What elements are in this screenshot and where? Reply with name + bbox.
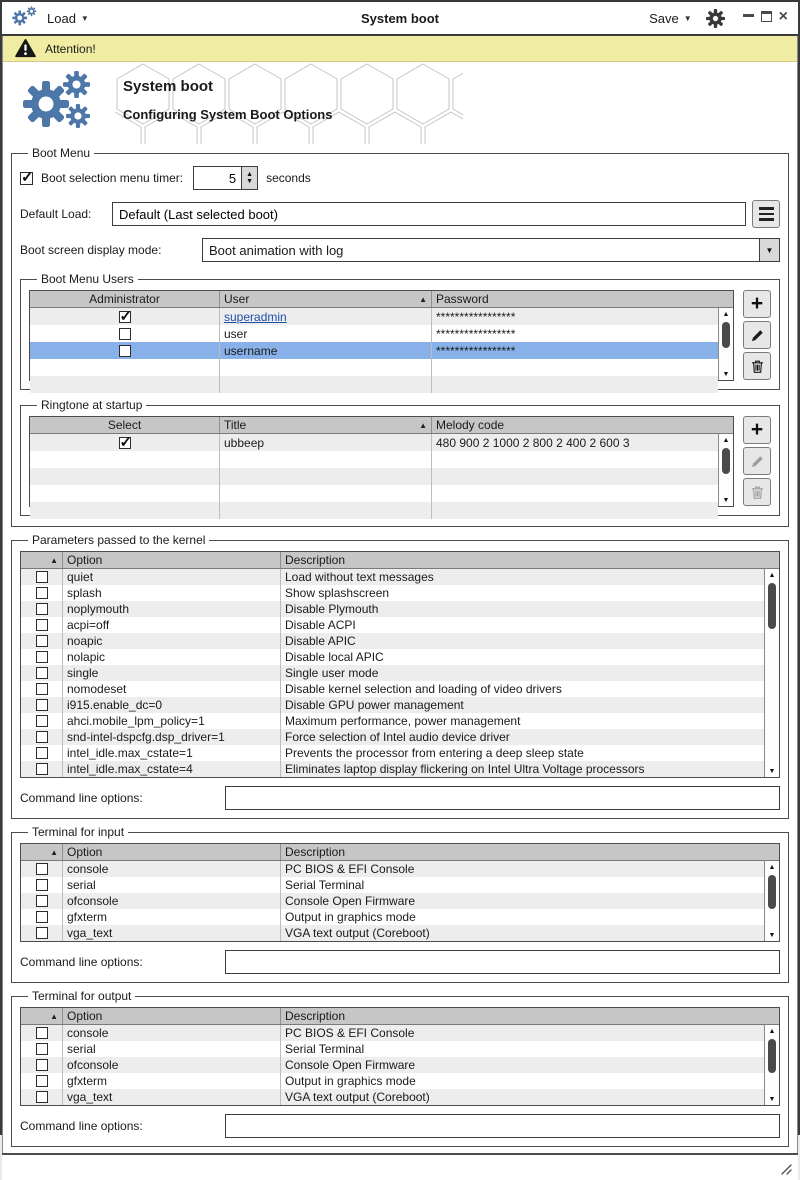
scroll-up-icon[interactable]: ▲ [722, 310, 730, 318]
terminal-output-group [11, 989, 789, 1147]
trash-icon [750, 359, 765, 374]
terminal-output-cmdline-label: Command line options: [20, 1119, 143, 1133]
row-checkbox[interactable] [119, 311, 131, 323]
row-checkbox[interactable] [36, 683, 48, 695]
col-melody[interactable]: Melody code [436, 418, 505, 432]
table-row[interactable]: snd-intel-dspcfg.dsp_driver=1 Force selection of Intel audio device driver [21, 729, 764, 745]
col-check[interactable] [21, 1008, 63, 1024]
table-row[interactable]: console PC BIOS & EFI Console [21, 861, 764, 877]
row-checkbox[interactable] [36, 667, 48, 679]
page-subtitle: Configuring System Boot Options [123, 107, 333, 122]
col-option[interactable]: Option [63, 1008, 281, 1024]
table-row[interactable]: gfxterm Output in graphics mode [21, 909, 764, 925]
row-checkbox[interactable] [36, 651, 48, 663]
scroll-down-icon[interactable]: ▼ [722, 496, 730, 504]
table-row[interactable] [30, 359, 718, 376]
row-checkbox[interactable] [36, 699, 48, 711]
table-row[interactable]: noplymouth Disable Plymouth [21, 601, 764, 617]
col-user-label: User [224, 292, 250, 306]
save-menu-button[interactable] [649, 11, 692, 26]
terminal-output-cmdline-input[interactable] [225, 1114, 780, 1138]
status-bar [2, 1153, 798, 1180]
table-row[interactable]: ahci.mobile_lpm_policy=1 Maximum performance, power management [21, 713, 764, 729]
col-administrator[interactable]: Administrator [30, 291, 220, 307]
terminal-input-group [11, 825, 789, 983]
terminal-input-cmdline-input[interactable] [225, 950, 780, 974]
row-checkbox[interactable] [36, 911, 48, 923]
terminal-input-scrollbar[interactable] [764, 861, 779, 941]
sort-asc-icon: ▲ [50, 1011, 58, 1021]
terminal-output-table [20, 1007, 780, 1106]
kernel-cmdline-input[interactable] [225, 786, 780, 810]
ringtone-scrollbar[interactable] [718, 434, 733, 506]
warning-triangle-icon [15, 39, 36, 58]
row-checkbox[interactable] [119, 328, 131, 340]
col-select[interactable]: Select [30, 417, 220, 433]
page-header [3, 62, 797, 144]
table-row[interactable]: nolapic Disable local APIC [21, 649, 764, 665]
scroll-thumb[interactable] [768, 875, 776, 909]
table-row[interactable]: ofconsole Console Open Firmware [21, 893, 764, 909]
col-user[interactable] [220, 291, 432, 307]
table-row[interactable]: acpi=off Disable ACPI [21, 617, 764, 633]
users-legend: Boot Menu Users [41, 272, 134, 286]
row-checkbox[interactable] [119, 345, 131, 357]
sort-asc-icon: ▲ [50, 555, 58, 565]
maximize-button[interactable] [761, 11, 772, 22]
boot-menu-group [11, 146, 789, 527]
titlebar [2, 2, 798, 36]
ringtone-group [20, 398, 780, 516]
row-checkbox[interactable] [36, 1075, 48, 1087]
table-row[interactable]: single Single user mode [21, 665, 764, 681]
scroll-down-icon[interactable]: ▼ [768, 931, 776, 939]
col-title[interactable] [220, 417, 432, 433]
display-mode-select[interactable] [202, 238, 780, 262]
col-password[interactable]: Password [436, 292, 489, 306]
table-row[interactable] [30, 451, 718, 468]
col-description[interactable]: Description [285, 845, 346, 859]
terminal-output-legend: Terminal for output [32, 989, 132, 1003]
table-row[interactable]: serial Serial Terminal [21, 877, 764, 893]
save-label: Save [649, 10, 679, 26]
sort-asc-icon: ▲ [419, 420, 427, 430]
table-row[interactable]: i915.enable_dc=0 Disable GPU power management [21, 697, 764, 713]
row-checkbox[interactable] [36, 587, 48, 599]
timer-checkbox[interactable] [20, 172, 33, 185]
chevron-down-icon: ▼ [683, 13, 692, 23]
row-checkbox[interactable] [36, 747, 48, 759]
kernel-cmdline-label: Command line options: [20, 791, 143, 805]
table-row[interactable]: splash Show splashscreen [21, 585, 764, 601]
col-description[interactable]: Description [285, 1009, 346, 1023]
table-row[interactable]: vga_text VGA text output (Coreboot) [21, 925, 764, 941]
chevron-down-icon: ▼ [759, 239, 779, 261]
col-title-label: Title [224, 418, 247, 432]
table-row[interactable]: ✓ ubbeep 480 900 2 1000 2 800 2 400 2 600 3 [30, 434, 718, 451]
attention-banner [3, 36, 797, 62]
table-row[interactable]: intel_idle.max_cstate=4 Eliminates laptop display flickering on Intel Ultra Voltage processors [21, 761, 764, 777]
table-row[interactable] [30, 502, 718, 519]
ringtone-table [29, 416, 734, 507]
user-link[interactable]: superadmin [224, 309, 287, 324]
table-row[interactable]: user ***************** [30, 325, 718, 342]
table-row[interactable] [30, 376, 718, 393]
sort-asc-icon: ▲ [419, 294, 427, 304]
load-label: Load [47, 10, 76, 26]
scroll-down-icon[interactable]: ▼ [768, 767, 776, 775]
kernel-params-legend: Parameters passed to the kernel [32, 533, 206, 547]
display-mode-label: Boot screen display mode: [20, 243, 162, 257]
spin-down-icon: ▼ [246, 178, 254, 185]
table-row[interactable]: console PC BIOS & EFI Console [21, 1025, 764, 1041]
scroll-up-icon[interactable]: ▲ [722, 436, 730, 444]
timer-unit: seconds [266, 171, 311, 185]
hamburger-icon [759, 207, 774, 221]
scroll-up-icon[interactable]: ▲ [768, 1027, 776, 1035]
timer-stepper[interactable] [241, 166, 258, 190]
row-checkbox[interactable] [36, 763, 48, 775]
load-menu-button[interactable] [47, 11, 89, 26]
terminal-output-scrollbar[interactable] [764, 1025, 779, 1105]
col-description[interactable]: Description [285, 553, 346, 567]
row-checkbox[interactable] [36, 731, 48, 743]
window-title: System boot [360, 10, 439, 26]
users-scrollbar[interactable] [718, 308, 733, 380]
spin-up-icon: ▲ [246, 171, 254, 178]
table-row[interactable] [30, 468, 718, 485]
default-load-input[interactable] [112, 202, 746, 226]
terminal-input-cmdline-label: Command line options: [20, 955, 143, 969]
row-checkbox[interactable] [36, 927, 48, 939]
col-check[interactable] [21, 844, 63, 860]
close-button[interactable]: × [778, 7, 788, 25]
table-row[interactable]: serial Serial Terminal [21, 1041, 764, 1057]
table-row[interactable]: quiet Load without text messages [21, 569, 764, 585]
table-row[interactable]: noapic Disable APIC [21, 633, 764, 649]
delete-user-button[interactable] [743, 352, 771, 380]
row-checkbox[interactable] [36, 571, 48, 583]
ringtone-legend: Ringtone at startup [41, 398, 143, 412]
plus-icon: + [750, 417, 764, 441]
scroll-down-icon[interactable]: ▼ [768, 1095, 776, 1103]
kernel-params-group [11, 533, 789, 819]
table-row[interactable]: ✓ superadmin ***************** [30, 308, 718, 325]
scroll-thumb[interactable] [722, 448, 730, 474]
table-row[interactable]: nomodeset Disable kernel selection and loading of video drivers [21, 681, 764, 697]
main-content [2, 36, 798, 1153]
app-logo [23, 71, 105, 135]
table-row[interactable]: username ***************** [30, 342, 718, 359]
scroll-thumb[interactable] [722, 322, 730, 348]
scroll-down-icon[interactable]: ▼ [722, 370, 730, 378]
table-row[interactable]: gfxterm Output in graphics mode [21, 1073, 764, 1089]
page-title: System boot [123, 78, 214, 95]
table-row[interactable]: vga_text VGA text output (Coreboot) [21, 1089, 764, 1105]
row-checkbox[interactable] [36, 1059, 48, 1071]
timer-input[interactable] [193, 166, 241, 190]
add-ringtone-button[interactable] [743, 416, 771, 444]
row-checkbox[interactable] [36, 635, 48, 647]
sort-asc-icon: ▲ [50, 847, 58, 857]
scroll-up-icon[interactable]: ▲ [768, 863, 776, 871]
row-checkbox[interactable] [36, 619, 48, 631]
col-option[interactable]: Option [63, 844, 281, 860]
terminal-input-legend: Terminal for input [32, 825, 125, 839]
timer-label: Boot selection menu timer: [41, 171, 184, 185]
plus-icon: + [750, 291, 764, 315]
settings-gear-icon[interactable] [706, 9, 725, 28]
table-row[interactable]: ofconsole Console Open Firmware [21, 1057, 764, 1073]
col-check[interactable] [21, 552, 63, 568]
default-load-list-button[interactable] [752, 200, 780, 228]
row-checkbox[interactable] [36, 1091, 48, 1103]
boot-menu-users-group [20, 272, 780, 390]
row-checkbox[interactable] [36, 879, 48, 891]
resize-grip[interactable] [780, 1163, 793, 1176]
app-gears-icon [12, 6, 39, 30]
boot-menu-legend: Boot Menu [32, 146, 91, 160]
edit-ringtone-button[interactable] [743, 447, 771, 475]
row-checkbox[interactable] [36, 1027, 48, 1039]
scroll-thumb[interactable] [768, 583, 776, 629]
default-load-label: Default Load: [20, 207, 92, 221]
users-table [29, 290, 734, 381]
row-checkbox[interactable] [36, 863, 48, 875]
minimize-button[interactable] [743, 14, 754, 17]
row-checkbox[interactable] [119, 437, 131, 449]
scroll-up-icon[interactable]: ▲ [768, 571, 776, 579]
chevron-down-icon: ▼ [80, 13, 89, 23]
add-user-button[interactable] [743, 290, 771, 318]
col-option[interactable]: Option [63, 552, 281, 568]
display-mode-value: Boot animation with log [209, 242, 344, 258]
row-checkbox[interactable] [36, 1043, 48, 1055]
row-checkbox[interactable] [36, 603, 48, 615]
table-row[interactable]: intel_idle.max_cstate=1 Prevents the processor from entering a deep sleep state [21, 745, 764, 761]
edit-user-button[interactable] [743, 321, 771, 349]
trash-icon [750, 485, 765, 500]
table-row[interactable] [30, 485, 718, 502]
scroll-thumb[interactable] [768, 1039, 776, 1073]
pencil-icon [750, 454, 765, 469]
terminal-input-table [20, 843, 780, 942]
row-checkbox[interactable] [36, 895, 48, 907]
banner-text: Attention! [45, 41, 96, 56]
row-checkbox[interactable] [36, 715, 48, 727]
kernel-scrollbar[interactable] [764, 569, 779, 777]
pencil-icon [750, 328, 765, 343]
kernel-params-table [20, 551, 780, 778]
delete-ringtone-button[interactable] [743, 478, 771, 506]
